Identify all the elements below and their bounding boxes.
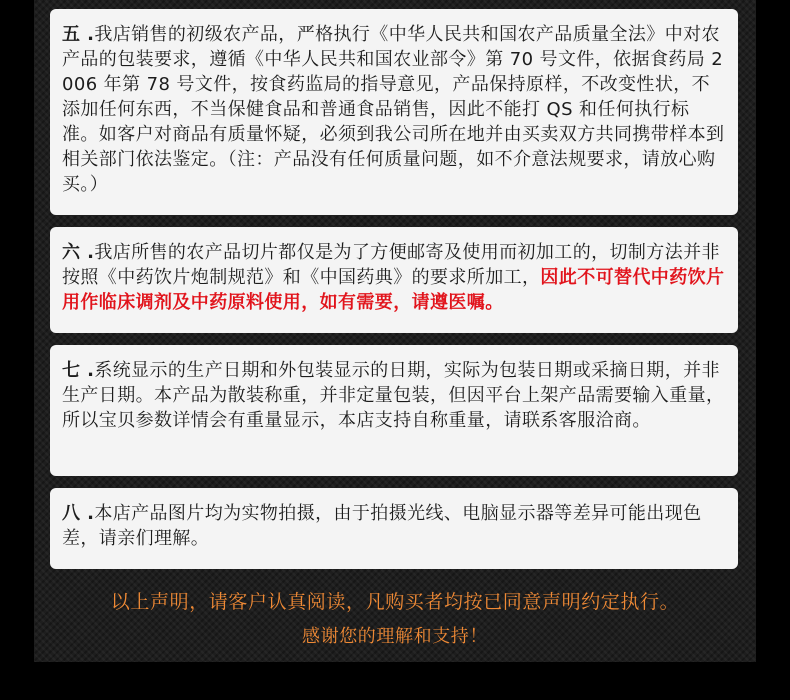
notice-body-8: 本店产品图片均为实物拍摄，由于拍摄光线、电脑显示器等差异可能出现色差，请亲们理解。	[62, 503, 702, 549]
notice-card-7	[50, 345, 738, 476]
notice-body-5: 我店销售的初级农产品，严格执行《中华人民共和国农产品质量全法》中对农产品的包装要求，遵循《中华人民共和国农业部令》第 70 号文件，依据食药局 2006 年第 78 号文件，按食药监局的指导意见，产品保持原样，不改变性状，不添加任何东西，不当保健食品和普通食品销售，因此不能打 QS 和任何执行标准。如客户对商品有质量怀疑，必须到我公司所在地并由买卖双方共同携带样本到相关部门依法鉴定。（注：产品没有任何质量问题，如不介意法规要求，请放心购买。）	[62, 24, 725, 195]
notice-text-5	[62, 22, 726, 197]
notice-number-8: 八 .	[62, 503, 95, 524]
notice-text-8	[62, 501, 726, 551]
footer-declaration: 以上声明，请客户认真阅读，凡购买者均按已同意声明约定执行。	[110, 591, 680, 613]
notice-panel	[34, 0, 756, 662]
notice-body-6: 我店所售的农产品切片都仅是为了方便邮寄及使用而初加工的，切制方法并非按照《中药饮片炮制规范》和《中国药典》的要求所加工，	[62, 242, 720, 288]
footer-thanks: 感谢您的理解和支持！	[302, 626, 488, 647]
notice-card-5	[50, 9, 738, 215]
notice-card-6	[50, 227, 738, 333]
notice-number-5: 五 .	[62, 24, 95, 45]
notice-warning-6: 因此不可替代中药饮片用作临床调剂及中药原料使用，如有需要，请遵医嘱。	[62, 267, 725, 313]
notice-number-7: 七 .	[62, 360, 95, 381]
notice-text-7	[62, 358, 726, 433]
notice-body-7: 系统显示的生产日期和外包装显示的日期，实际为包装日期或采摘日期，并非生产日期。本产品为散装称重，并非定量包装，但因平台上架产品需要输入重量，所以宝贝参数详情会有重量显示，本店支持自称重量，请联系客服洽商。	[62, 360, 725, 431]
notice-text-6	[62, 240, 726, 315]
notice-card-8	[50, 488, 738, 569]
notice-number-6: 六 .	[62, 242, 95, 263]
